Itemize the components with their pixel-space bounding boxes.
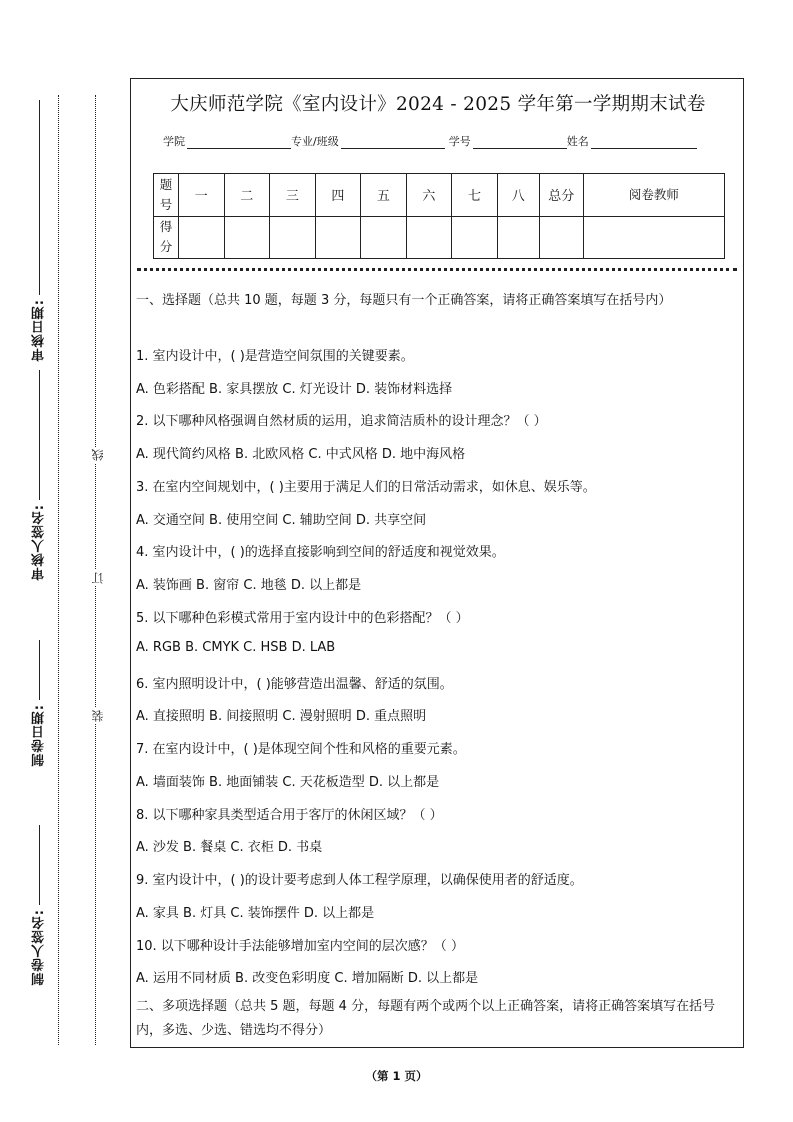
question-10-options: A. 运用不同材质 B. 改变色彩明度 C. 增加隔断 D. 以上都是 xyxy=(136,971,479,986)
question-4: 4. 室内设计中，( )的选择直接影响到空间的舒适度和视觉效果。 xyxy=(136,545,505,560)
question-1: 1. 室内设计中，( )是营造空间氛围的关键要素。 xyxy=(136,349,414,364)
paper-maker-signature-underline xyxy=(39,825,40,905)
question-2: 2. 以下哪种风格强调自然材质的运用，追求简洁质朴的设计理念？（ ） xyxy=(136,414,547,429)
question-1-options: A. 色彩搭配 B. 家具摆放 C. 灯光设计 D. 装饰材料选择 xyxy=(136,382,453,397)
reviewer-signature-label xyxy=(22,370,56,584)
score-table-col-2: 二 xyxy=(224,174,270,217)
score-table-col-3: 三 xyxy=(270,174,316,217)
name-blank[interactable] xyxy=(591,136,697,149)
review-date-label xyxy=(22,100,56,365)
name-field xyxy=(567,133,697,149)
question-4-options: A. 装饰画 B. 窗帘 C. 地毯 D. 以上都是 xyxy=(136,578,362,593)
score-cell-grader[interactable] xyxy=(583,216,724,259)
score-table-col-6: 六 xyxy=(406,174,452,217)
score-cell-7[interactable] xyxy=(452,216,498,259)
question-5-options: A. RGB B. CMYK C. HSB D. LAB xyxy=(136,640,336,655)
score-table-header-row xyxy=(154,174,725,217)
binding-char-zhuang: 装 xyxy=(91,710,105,722)
score-table-row1-label: 题号 xyxy=(154,174,179,217)
exam-title: 大庆师范学院《室内设计》2024 - 2025 学年第一学期期末试卷 xyxy=(170,94,706,115)
question-9: 9. 室内设计中，( )的设计要考虑到人体工程学原理，以确保使用者的舒适度。 xyxy=(136,873,583,888)
score-cell-2[interactable] xyxy=(224,216,270,259)
score-table-score-row xyxy=(154,216,725,259)
paper-date-underline xyxy=(39,640,40,700)
student-id-blank[interactable] xyxy=(473,136,567,149)
student-info-row xyxy=(163,133,697,149)
paper-date-label xyxy=(22,640,56,770)
paper-maker-signature-text: 制卷人签名: xyxy=(31,909,47,986)
score-cell-8[interactable] xyxy=(497,216,539,259)
paper-date-text: 制卷日期: xyxy=(31,704,47,767)
score-table-col-total: 总分 xyxy=(539,174,583,217)
question-10: 10. 以下哪种设计手法能够增加室内空间的层次感？（ ） xyxy=(136,939,464,954)
dotted-line-left xyxy=(58,95,59,1045)
question-8: 8. 以下哪种家具类型适合用于客厅的休闲区域？（ ） xyxy=(136,808,443,823)
score-table-col-5: 五 xyxy=(361,174,407,217)
score-table xyxy=(153,173,725,259)
score-cell-5[interactable] xyxy=(361,216,407,259)
student-id-field xyxy=(449,133,567,149)
score-table-col-4: 四 xyxy=(315,174,361,217)
major-class-blank[interactable] xyxy=(341,136,445,149)
score-cell-4[interactable] xyxy=(315,216,361,259)
binding-char-xian: 线 xyxy=(91,449,105,461)
score-cell-1[interactable] xyxy=(179,216,225,259)
major-class-field xyxy=(291,133,445,149)
question-3-options: A. 交通空间 B. 使用空间 C. 辅助空间 D. 共享空间 xyxy=(136,513,427,528)
section-separator xyxy=(137,268,737,271)
student-id-label: 学号 xyxy=(448,135,471,148)
score-cell-6[interactable] xyxy=(406,216,452,259)
question-9-options: A. 家具 B. 灯具 C. 装饰摆件 D. 以上都是 xyxy=(136,906,375,921)
college-blank[interactable] xyxy=(187,136,291,149)
question-5: 5. 以下哪种色彩模式常用于室内设计中的色彩搭配？（ ） xyxy=(136,611,469,626)
major-class-label: 专业/班级 xyxy=(291,135,339,148)
exam-frame xyxy=(130,78,744,1048)
review-date-underline xyxy=(39,100,40,295)
question-6: 6. 室内照明设计中，( )能够营造出温馨、舒适的氛围。 xyxy=(136,677,453,692)
question-8-options: A. 沙发 B. 餐桌 C. 衣柜 D. 书桌 xyxy=(136,840,323,855)
question-2-options: A. 现代简约风格 B. 北欧风格 C. 中式风格 D. 地中海风格 xyxy=(136,447,466,462)
score-cell-3[interactable] xyxy=(270,216,316,259)
college-label: 学院 xyxy=(163,135,185,148)
section1-heading: 一、选择题（总共 10 题，每题 3 分，每题只有一个正确答案，请将正确答案填写在括号内） xyxy=(136,293,672,308)
score-table-row2-label: 得分 xyxy=(154,216,179,259)
college-field xyxy=(163,133,291,149)
score-table-col-1: 一 xyxy=(179,174,225,217)
score-cell-total[interactable] xyxy=(539,216,583,259)
score-table-col-7: 七 xyxy=(452,174,498,217)
binding-char-ding: 订 xyxy=(91,572,105,584)
score-table-col-grader: 阅卷教师 xyxy=(583,174,724,217)
question-6-options: A. 直接照明 B. 间接照明 C. 漫射照明 D. 重点照明 xyxy=(136,709,427,724)
score-table-col-8: 八 xyxy=(497,174,539,217)
paper-maker-signature-label xyxy=(22,825,56,989)
question-7-options: A. 墙面装饰 B. 地面铺装 C. 天花板造型 D. 以上都是 xyxy=(136,775,440,790)
reviewer-signature-text: 审核人签名: xyxy=(31,504,47,581)
question-3: 3. 在室内空间规划中，( )主要用于满足人们的日常活动需求，如休息、娱乐等。 xyxy=(136,480,596,495)
section2-heading: 二、多项选择题（总共 5 题，每题 4 分，每题有两个或两个以上正确答案，请将正确答案填写在括号内，多选、少选、错选均不得分） xyxy=(136,999,716,1038)
page-number: （第 1 页） xyxy=(365,1069,428,1083)
question-7: 7. 在室内设计中，( )是体现空间个性和风格的重要元素。 xyxy=(136,742,466,757)
reviewer-signature-underline xyxy=(39,370,40,500)
name-label: 姓名 xyxy=(566,135,589,148)
review-date-text: 审核日期: xyxy=(31,299,47,362)
